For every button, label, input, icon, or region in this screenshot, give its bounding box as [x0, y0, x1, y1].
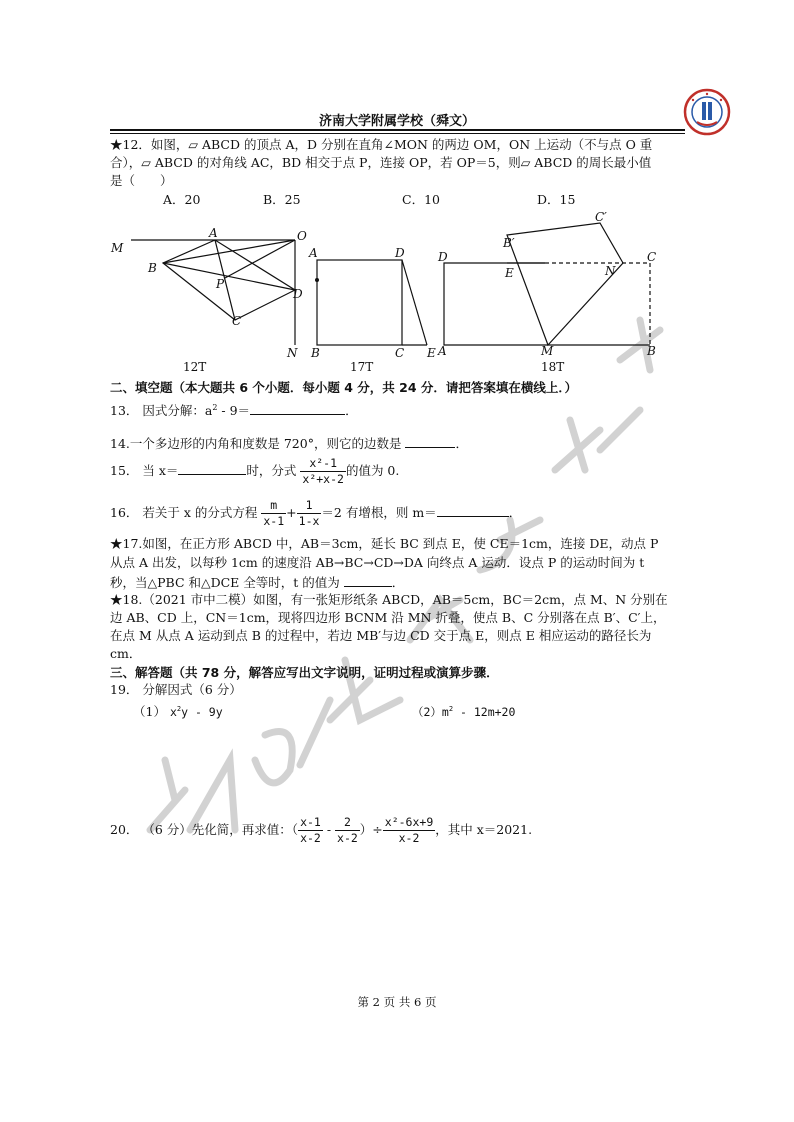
school-logo	[683, 88, 731, 136]
q16-f2-denominator: 1-x	[298, 514, 320, 528]
q18-line1: ★18.（2021 市中二模）如图，有一张矩形纸条 ABCD，AB＝5cm，BC＝2cm，点 M、N 分别在	[110, 592, 668, 607]
q17-end: ．	[391, 575, 405, 590]
q20-fraction-3: $\frac{\text{x²-6x+9}}{x-2}$	[384, 815, 434, 845]
q15-answer-blank[interactable]	[178, 461, 246, 475]
fig12-label-c: C	[232, 314, 242, 328]
fig18-label-b: B	[647, 344, 656, 358]
q12-option-b: B．25	[263, 192, 301, 207]
q14-text: 14.一个多边形的内角和度数是 720°，则它的边数是	[110, 436, 402, 451]
q14	[110, 434, 468, 453]
q15	[110, 456, 399, 487]
q15-numerator: x²-1	[300, 456, 346, 472]
fig12-label-m: M	[111, 241, 124, 255]
fig18-label-m: M	[541, 344, 554, 358]
q20-prefix: 20． （6 分）先化简，再求值：（	[110, 822, 299, 837]
q20-fraction-1: $\frac{x-1}{x-2}$	[300, 815, 321, 845]
header-rule	[110, 129, 685, 131]
header-rule-thin	[110, 133, 685, 134]
q19-part1	[133, 700, 223, 721]
q13-end: ．	[345, 403, 358, 419]
fig17-label-e: E	[427, 346, 436, 360]
fig18-label-c: C	[647, 250, 657, 264]
q16	[110, 498, 521, 529]
fig17-caption: 17T	[350, 360, 374, 374]
q13-prefix: 13． 因式分解：a	[110, 403, 213, 419]
fig12-label-d: D	[293, 287, 303, 301]
fig12-label-p: P	[216, 277, 225, 291]
q16-fraction-1	[261, 498, 286, 529]
q17-line1: ★17.如图，在正方形 ABCD 中，AB＝3cm，延长 BC 到点 E，使 CE＝1cm，连接 DE，动点 P	[110, 536, 659, 551]
fig18-label-d: D	[438, 250, 448, 264]
fig17-label-b: B	[311, 346, 320, 360]
fig12-label-a: A	[209, 226, 218, 240]
q14-end: ．	[455, 436, 468, 451]
q20	[110, 815, 532, 846]
q19-p1-label: （1）	[133, 703, 166, 719]
q20-minus: -	[322, 822, 336, 837]
q12-line2: 合），▱ ABCD 的对角线 AC，BD 相交于点 P，连接 OP，若 OP＝5，则▱ ABCD 的周长最小值	[110, 155, 652, 170]
q17-answer-blank[interactable]	[344, 573, 392, 587]
fig18-label-e: E	[505, 266, 514, 280]
fig17-label-a: A	[309, 246, 318, 260]
fig12-caption: 12T	[183, 360, 207, 374]
q13-sup: 2	[212, 403, 218, 412]
fig18-rect-dashed	[545, 263, 650, 345]
q19-part2	[412, 700, 515, 721]
q15-prefix: 15． 当 x＝	[110, 463, 179, 478]
q13	[110, 399, 358, 420]
q15-fraction	[300, 456, 346, 487]
fig12-label-b: B	[148, 261, 157, 275]
q18-line4: cm．	[110, 646, 142, 661]
q12-option-c: C．10	[402, 192, 440, 207]
q13-suffix: - 9＝	[217, 403, 251, 419]
q12-option-a: A．20	[163, 192, 201, 207]
q16-end: ．	[508, 505, 522, 520]
q12-line1: ★12．如图，▱ ABCD 的顶点 A，D 分别在直角∠MON 的两边 OM，ON 上运动（不与点 O 重	[110, 137, 653, 152]
q20-suffix: ，其中 x＝2021.	[435, 822, 533, 837]
fig18-label-a: A	[438, 344, 447, 358]
q16-f1-denominator: x-1	[263, 514, 285, 528]
q16-suffix: ＝2 有增根，则 m＝	[321, 505, 437, 520]
q19-title: 19． 分解因式（6 分）	[110, 682, 242, 697]
school-header: 济南大学附属学校（舜文）	[318, 114, 475, 129]
q14-answer-blank[interactable]	[405, 434, 455, 448]
page-footer: 第 2 页 共 6 页	[357, 995, 437, 1009]
fig17-label-c: C	[395, 346, 405, 360]
q16-prefix: 16． 若关于 x 的分式方程	[110, 505, 258, 520]
q17-line2: 从点 A 出发，以每秒 1cm 的速度沿 AB→BC→CD→DA 向终点 A 运动．设点 P 的运动时间为 t	[110, 555, 645, 570]
q15-mid: 时，分式	[246, 463, 297, 478]
section2-title: 二、填空题（本大题共 6 个小题．每小题 4 分，共 24 分．请把答案填在横线上．）	[110, 380, 578, 395]
q13-answer-blank[interactable]	[250, 401, 345, 415]
q20-div: ）÷	[359, 822, 383, 837]
q16-f1-numerator: m	[261, 498, 286, 514]
geometry-figures	[105, 205, 685, 375]
q19-p2-expr: $(2)m^2 - 12m+20$	[412, 704, 516, 719]
q17-line3: 秒，当△PBC 和△DCE 全等时，t 的值为	[110, 575, 340, 590]
q16-f2-numerator: 1	[297, 498, 322, 514]
q15-suffix: 的值为 0.	[345, 463, 400, 478]
fig17-line-de	[402, 260, 427, 345]
fig17-point	[315, 278, 319, 282]
fig17-label-d: D	[395, 246, 405, 260]
fig12-label-o: O	[297, 229, 307, 243]
fig12-line-bo	[163, 240, 295, 263]
fig18-caption: 18T	[541, 360, 565, 374]
fig12-label-n: N	[287, 346, 298, 360]
fig18-label-cp: C′	[595, 210, 607, 224]
fig18-label-n: N	[605, 264, 616, 278]
fig18-rect-solid	[444, 263, 650, 345]
fig17-square	[317, 260, 402, 345]
fig18-label-bp: B′	[503, 236, 515, 250]
q18-line2: 边 AB、CD 上，CN＝1cm，现将四边形 BCNM 沿 MN 折叠，使点 B、C 分别落在点 B′、C′上，	[110, 610, 666, 625]
q20-fraction-2: $\frac{2}{x-2}$	[337, 815, 358, 845]
q15-denominator: x²+x-2	[302, 472, 344, 486]
fig18-folded	[507, 223, 623, 345]
q19-p1-expr: $x^2y - 9y$	[169, 704, 223, 719]
q16-answer-blank[interactable]	[437, 503, 509, 517]
q16-plus: +	[286, 505, 297, 520]
q18-line3: 在点 M 从点 A 运动到点 B 的过程中，若边 MB′与边 CD 交于点 E，则点 E 相应运动的路径长为	[110, 628, 652, 643]
section3-title: 三、解答题（共 78 分，解答应写出文字说明，证明过程或演算步骤．	[110, 665, 499, 680]
q12-option-d: D．15	[537, 192, 576, 207]
q17-line3-wrap	[110, 573, 404, 592]
q16-fraction-2	[297, 498, 322, 529]
q12-line3: 是（ ）	[110, 173, 173, 188]
